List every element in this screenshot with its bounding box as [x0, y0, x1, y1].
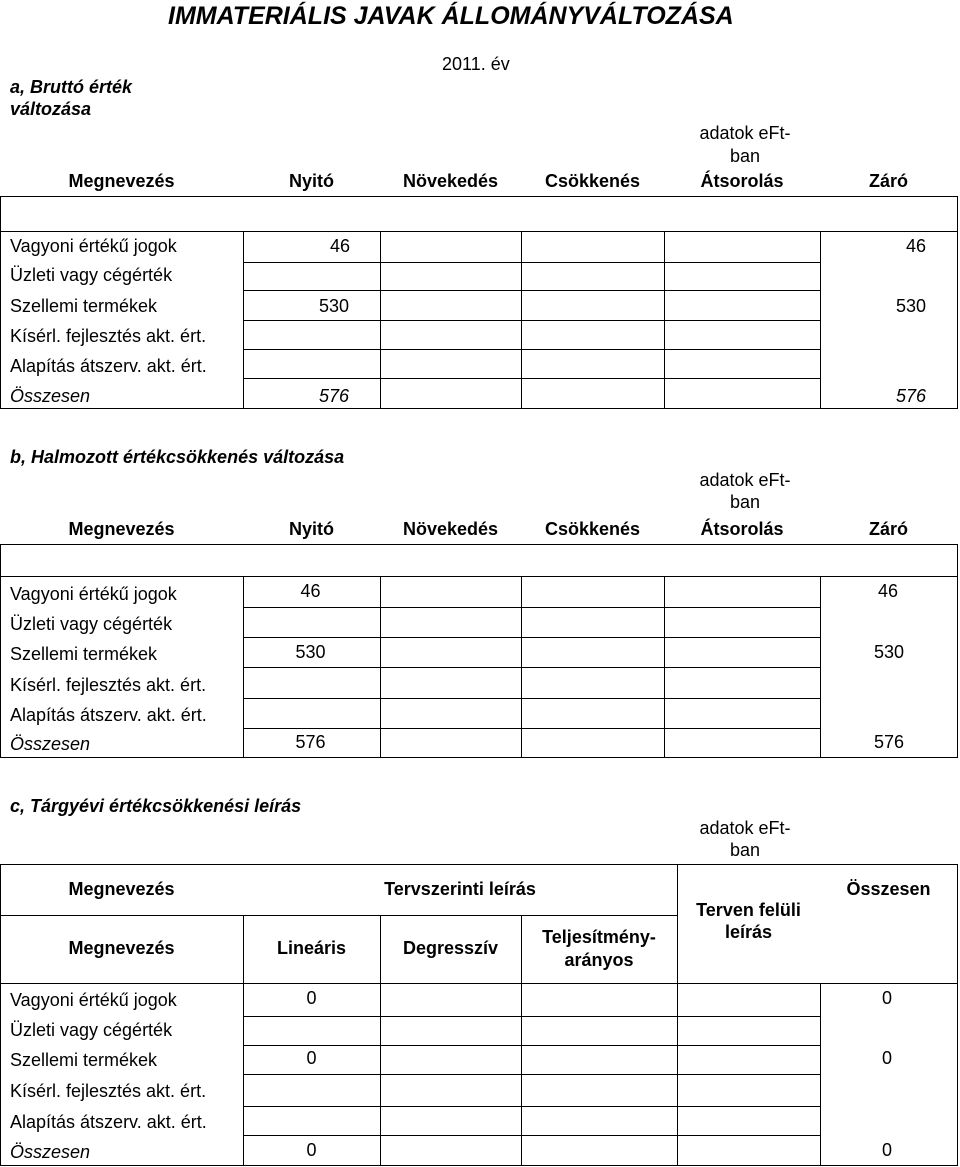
row-name: Vagyoni értékű jogok [10, 990, 177, 1010]
col-header-teljesitmeny-line2: arányos [564, 950, 634, 970]
col-header-atsorolas: Átsorolás [700, 519, 784, 539]
row-nyito: 576 [318, 386, 350, 406]
section-c-heading: c, Tárgyévi értékcsökkenési leírás [10, 796, 302, 816]
row-name: Kísérl. fejlesztés akt. ért. [10, 675, 207, 695]
year-label: 2011. év [442, 54, 510, 74]
unit-label-a-line2: ban [729, 146, 761, 166]
row-name-total: Összesen [10, 734, 91, 754]
row-name: Kísérl. fejlesztés akt. ért. [10, 326, 207, 346]
row-osszesen: 0 [881, 1048, 892, 1068]
row-nyito: 576 [295, 732, 326, 752]
row-name-total: Összesen [10, 1142, 91, 1162]
row-name: Alapítás átszerv. akt. ért. [10, 705, 207, 725]
row-name: Üzleti vagy cégérték [10, 265, 173, 285]
row-osszesen: 0 [881, 1140, 892, 1160]
row-nyito: 46 [300, 581, 321, 601]
section-a-heading-line1: a, Bruttó érték [10, 77, 133, 97]
row-nyito: 46 [329, 236, 351, 256]
row-linearis: 0 [306, 1140, 317, 1160]
row-name: Alapítás átszerv. akt. ért. [10, 1112, 207, 1132]
unit-label-b-line1: adatok eFt- [699, 470, 791, 490]
row-name: Szellemi termékek [10, 296, 158, 316]
col-header-tervszerinti-leiras: Tervszerinti leírás [384, 879, 536, 899]
unit-label-a-line1: adatok eFt- [699, 123, 791, 143]
col-header-atsorolas: Átsorolás [700, 171, 784, 191]
col-header-zaro: Záró [868, 171, 908, 191]
row-zaro: 46 [877, 581, 898, 601]
col-header-csokkenes: Csökkenés [544, 171, 641, 191]
unit-label-c-line2: ban [729, 840, 761, 860]
row-name-total: Összesen [10, 386, 91, 406]
col-header-megnevezes: Megnevezés [68, 519, 175, 539]
col-header-novekedes: Növekedés [402, 171, 499, 191]
col-header-osszesen: Összesen [846, 879, 931, 899]
col-header-megnevezes: Megnevezés [68, 171, 175, 191]
col-header-csokkenes: Csökkenés [544, 519, 641, 539]
col-header-terven-feluli-line2: leírás [724, 922, 773, 942]
row-name: Szellemi termékek [10, 1050, 158, 1070]
row-osszesen: 0 [881, 988, 892, 1008]
row-name: Szellemi termékek [10, 644, 158, 664]
row-name: Kísérl. fejlesztés akt. ért. [10, 1081, 207, 1101]
col-header-zaro: Záró [868, 519, 908, 539]
col-header-nyito: Nyitó [289, 171, 334, 191]
section-a-heading-line2: változása [10, 99, 92, 119]
section-b-heading: b, Halmozott értékcsökkenés változása [10, 447, 345, 467]
col-header-megnevezes: Megnevezés [68, 879, 175, 899]
row-name: Üzleti vagy cégérték [10, 614, 173, 634]
row-nyito: 530 [318, 296, 350, 316]
page-title: IMMATERIÁLIS JAVAK ÁLLOMÁNYVÁLTOZÁSA [168, 2, 734, 30]
row-zaro: 530 [895, 296, 926, 316]
row-linearis: 0 [306, 988, 317, 1008]
col-header-megnevezes-2: Megnevezés [68, 938, 175, 958]
row-nyito: 530 [295, 642, 326, 662]
row-zaro: 530 [873, 642, 904, 662]
col-header-degresszív: Degresszív [402, 938, 499, 958]
row-zaro: 576 [873, 732, 904, 752]
row-zaro: 46 [905, 236, 926, 256]
col-header-nyito: Nyitó [289, 519, 334, 539]
col-header-terven-feluli-line1: Terven felüli [696, 900, 801, 920]
row-name: Alapítás átszerv. akt. ért. [10, 356, 207, 376]
row-zaro: 576 [895, 386, 926, 406]
col-header-linearis: Lineáris [276, 938, 347, 958]
row-linearis: 0 [306, 1048, 317, 1068]
col-header-teljesitmeny-line1: Teljesítmény- [542, 927, 656, 947]
row-name: Vagyoni értékű jogok [10, 584, 177, 604]
col-header-novekedes: Növekedés [402, 519, 499, 539]
unit-label-b-line2: ban [729, 492, 761, 512]
unit-label-c-line1: adatok eFt- [699, 818, 791, 838]
row-name: Vagyoni értékű jogok [10, 236, 177, 256]
row-name: Üzleti vagy cégérték [10, 1020, 173, 1040]
